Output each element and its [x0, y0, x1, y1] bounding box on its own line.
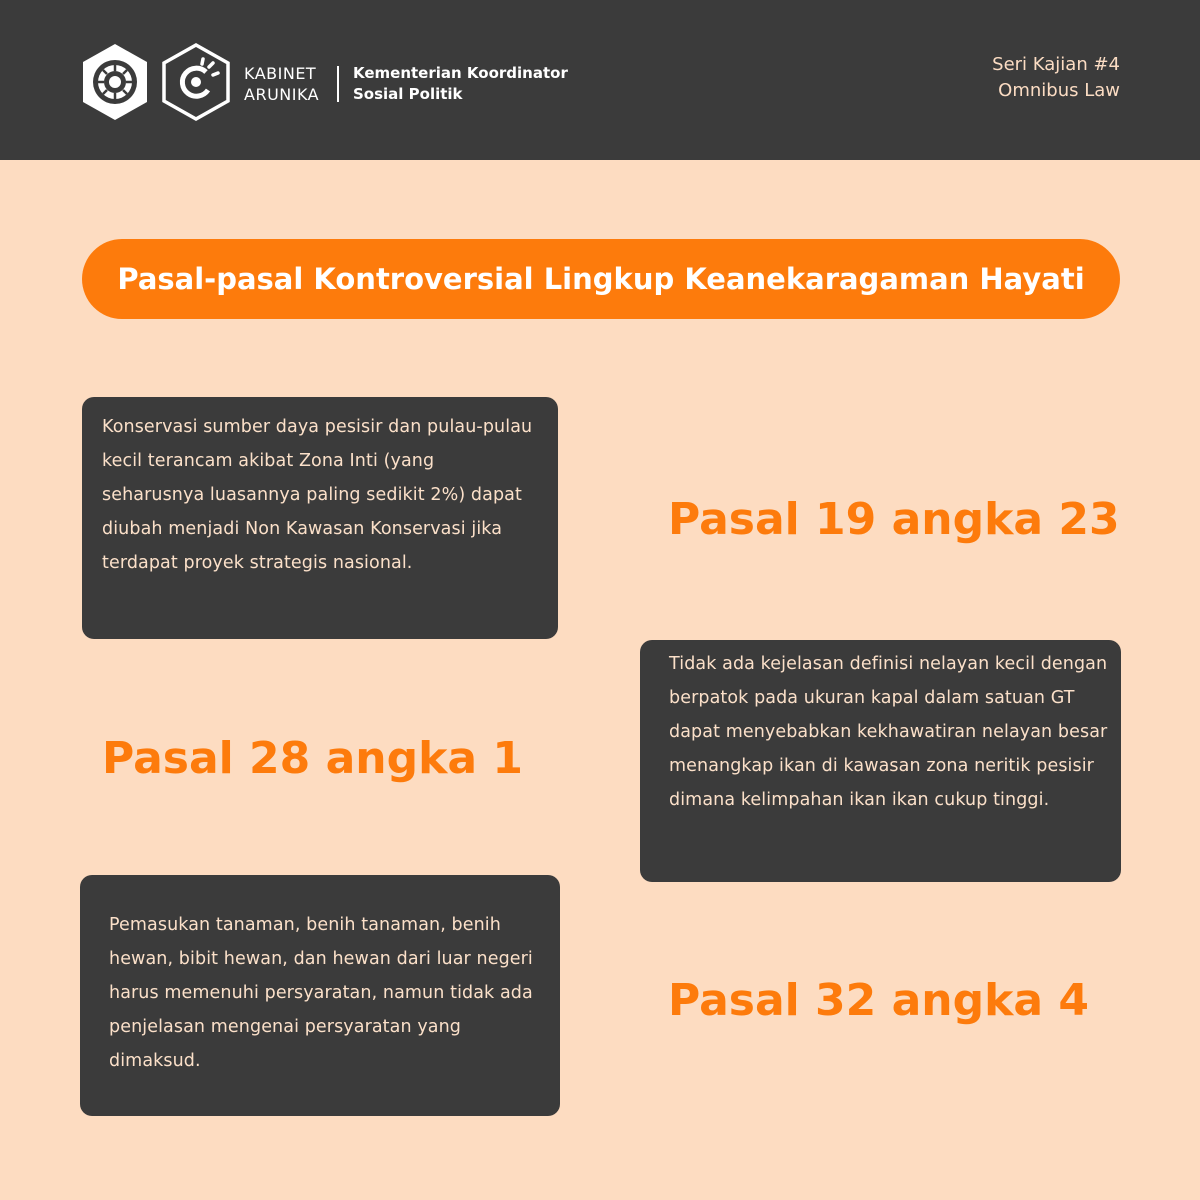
ministry-name-line2: Sosial Politik: [353, 85, 463, 103]
pasal-heading-2: Pasal 28 angka 1: [102, 733, 523, 784]
description-text-3: Pemasukan tanaman, benih tanaman, benih hewan, bibit hewan, dan hewan dari luar negeri harus memenuhi persyaratan, namun tidak ada penjelasan mengenai persyaratan yang dimaksud.: [109, 915, 533, 1071]
description-card-3: [80, 875, 560, 1116]
header-divider: [337, 66, 339, 102]
description-text-1: Konservasi sumber daya pesisir dan pulau-pulau kecil terancam akibat Zona Inti (yang seharusnya luasannya paling sedikit 2%) dapat diubah menjadi Non Kawasan Konservasi jika terdapat proyek strategis nasional.: [102, 417, 533, 573]
pasal-heading-3: Pasal 32 angka 4: [668, 975, 1089, 1026]
page-title: Pasal-pasal Kontroversial Lingkup Keanekaragaman Hayati: [117, 262, 1085, 296]
description-text-2: Tidak ada kejelasan definisi nelayan kecil dengan berpatok pada ukuran kapal dalam satuan GT dapat menyebabkan kekhawatiran nelayan besar menangkap ikan di kawasan zona neritik pesisir dimana kelimpahan ikan ikan cukup tinggi.: [669, 654, 1108, 810]
description-card-1: [82, 397, 558, 639]
hexagon-sun-icon: [160, 42, 232, 122]
series-label: [992, 52, 1120, 104]
series-topic: Omnibus Law: [998, 80, 1120, 101]
series-number: Seri Kajian #4: [992, 54, 1120, 75]
cabinet-name-line1: KABINET: [244, 64, 317, 83]
pasal-heading-1: Pasal 19 angka 23: [668, 494, 1120, 545]
description-card-2: [640, 640, 1121, 882]
ministry-name-line1: Kementerian Koordinator: [353, 64, 568, 82]
hexagon-seal-icon: [80, 42, 150, 122]
header-bar: [0, 0, 1200, 160]
cabinet-name: [244, 63, 319, 105]
title-banner: [82, 239, 1120, 319]
ministry-name: [353, 63, 568, 105]
cabinet-name-line2: ARUNIKA: [244, 85, 320, 104]
